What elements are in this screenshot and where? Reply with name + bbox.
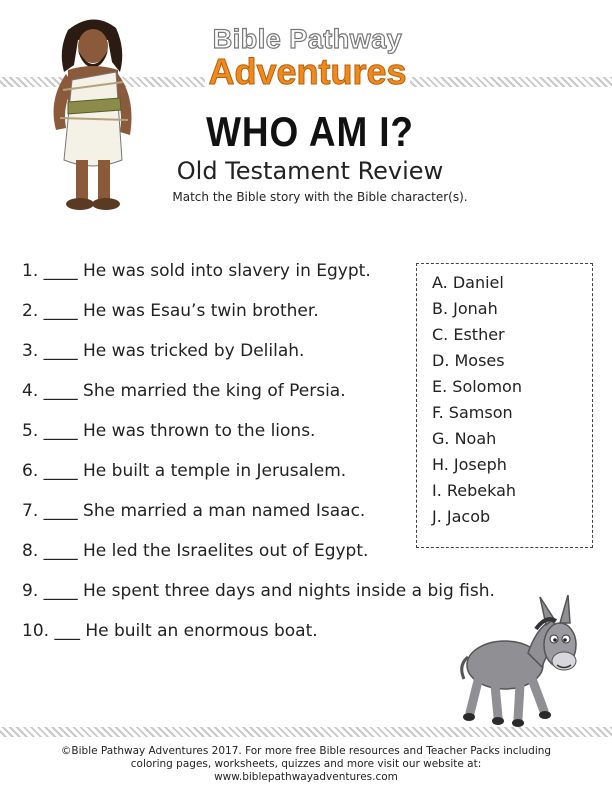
page-subtitle: Old Testament Review [176,157,444,185]
donkey-illustration [460,595,585,730]
question-8: 8. ____ He led the Israelites out of Egypt. [22,541,369,561]
answer-option-f: F. Samson [432,403,513,422]
answer-option-e: E. Solomon [432,377,522,396]
question-3: 3. ____ He was tricked by Delilah. [22,341,305,361]
question-5: 5. ____ He was thrown to the lions. [22,421,316,441]
footer-line-1: ©Bible Pathway Adventures 2017. For more free Bible resources and Teacher Packs including [60,745,552,757]
question-7: 7. ____ She married a man named Isaac. [22,501,366,521]
question-10: 10. ___ He built an enormous boat. [22,621,318,641]
answer-option-g: G. Noah [432,429,497,448]
samson-illustration [38,10,148,220]
answer-option-i: I. Rebekah [432,481,517,500]
answer-option-a: A. Daniel [432,273,504,292]
question-6: 6. ____ He built a temple in Jerusalem. [22,461,347,481]
footer-credits [40,745,572,784]
answer-option-d: D. Moses [432,351,505,370]
answer-option-b: B. Jonah [432,299,498,318]
bible-pathway-logo [205,18,410,100]
question-1: 1. ____ He was sold into slavery in Egypt. [22,261,371,281]
logo-line-2: Adventures [208,51,407,92]
answer-choices-box [416,263,593,548]
question-4: 4. ____ She married the king of Persia. [22,381,346,401]
answer-option-j: J. Jacob [432,507,491,526]
logo-line-1: Bible Pathway [212,24,403,54]
footer-website-link[interactable]: www.biblepathwayadventures.com [214,771,398,783]
footer-line-2: coloring pages, worksheets, quizzes and more visit our website at: [130,758,482,770]
question-9: 9. ____ He spent three days and nights inside a big fish. [22,581,495,601]
page-title: WHO AM I? [206,108,414,155]
question-2: 2. ____ He was Esau’s twin brother. [22,301,319,321]
answer-option-c: C. Esther [432,325,505,344]
instructions-text: Match the Bible story with the Bible character(s). [172,190,468,204]
answer-option-h: H. Joseph [432,455,507,474]
